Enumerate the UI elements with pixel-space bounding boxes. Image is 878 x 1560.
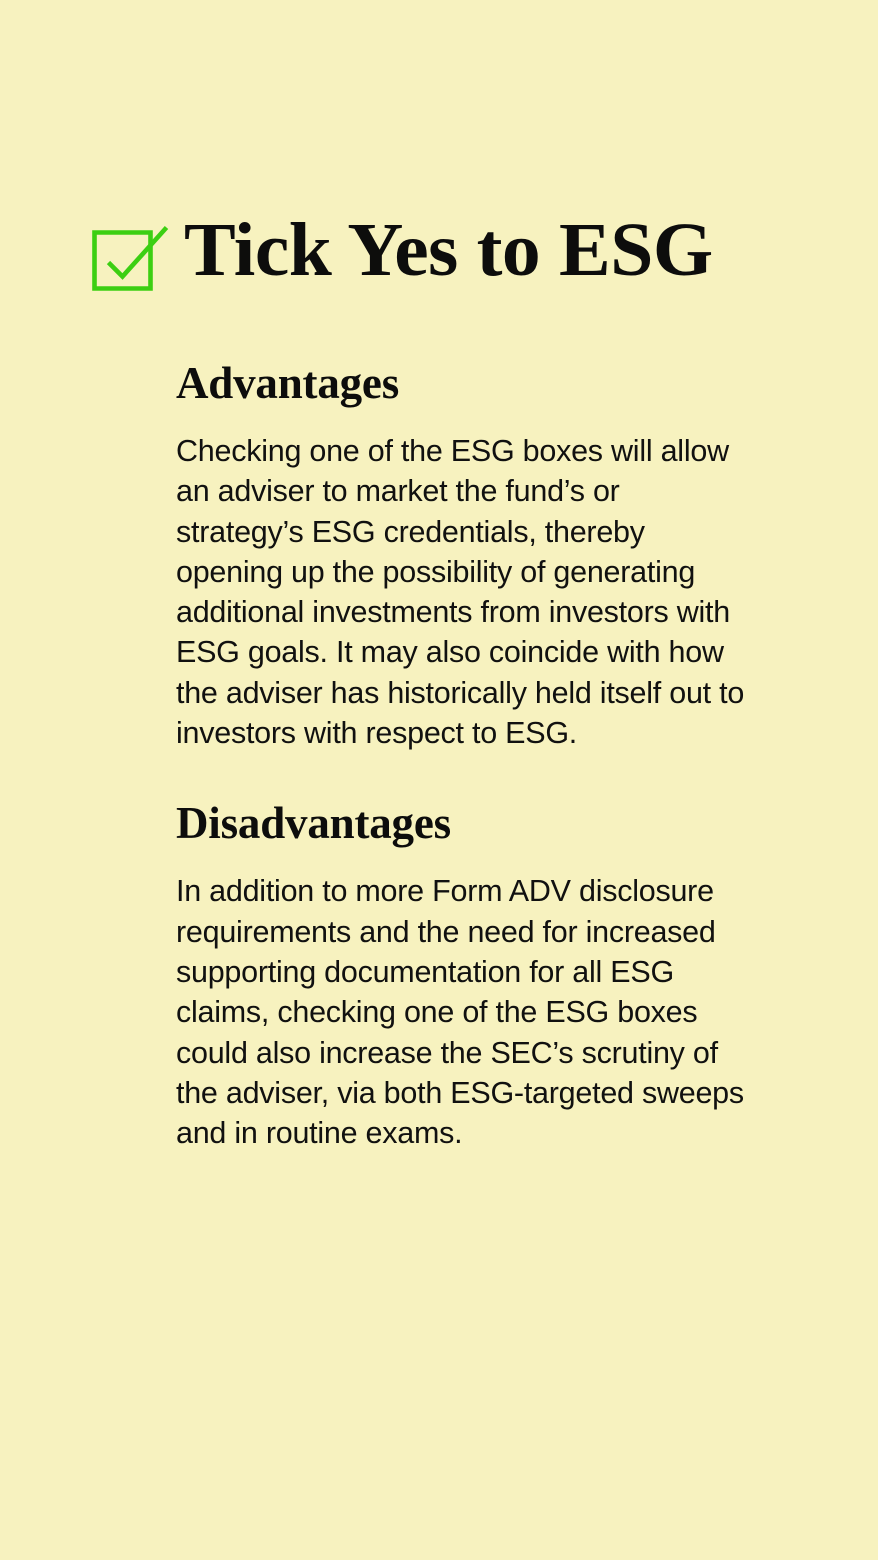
section-heading-disadvantages: Disadvantages <box>176 798 451 849</box>
section-body-disadvantages: In addition to more Form ADV disclosure requirements and the need for increased supporting documentation for all ESG claims, checking one of the ESG boxes could also increase the SEC’s scrutiny of the adviser, via both ESG-targeted sweeps and in routine exams. <box>176 874 744 1151</box>
section-heading-advantages: Advantages <box>176 358 400 408</box>
checked-checkbox-icon <box>88 214 172 298</box>
section-advantages <box>176 357 752 753</box>
page-title: Tick Yes to ESG <box>184 208 713 292</box>
section-body-advantages: Checking one of the ESG boxes will allow an adviser to market the fund’s or strategy’s ESG credentials, thereby opening up the possibility of generating additional investments from investors with ESG goals. It may also coincide with how the adviser has historically held itself out to investors with respect to ESG. <box>176 434 745 751</box>
content-column <box>176 357 752 1153</box>
title-row <box>88 206 713 298</box>
section-disadvantages <box>176 797 752 1153</box>
